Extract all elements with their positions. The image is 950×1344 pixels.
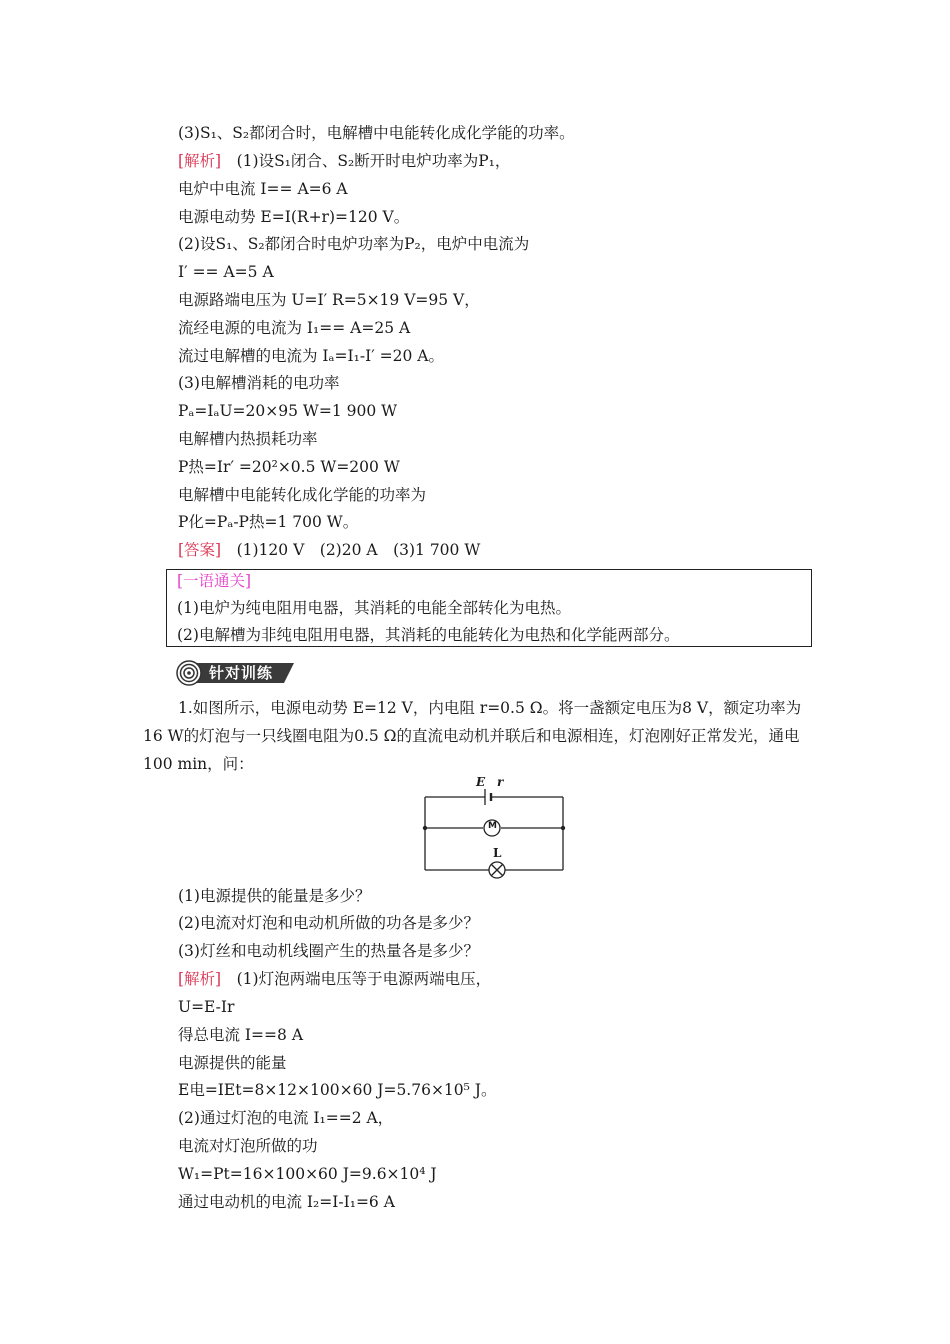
solution-line: (2)通过灯泡的电流 I₁==2 A， <box>178 1109 394 1127</box>
answer-text: (1)120 V (2)20 A (3)1 700 W <box>221 541 481 559</box>
summary-item: (1)电炉为纯电阻用电器，其消耗的电能全部转化为电热。 <box>177 599 571 617</box>
solution-line: P热=Ir′ =20²×0.5 W=200 W <box>178 458 400 476</box>
summary-box <box>166 569 812 647</box>
solution-line: 流过电解槽的电流为 Iₐ=I₁-I′ =20 A。 <box>178 347 444 365</box>
solution-line: 电流对灯泡所做的功 <box>178 1137 318 1155</box>
circuit-label-M: M <box>488 821 497 831</box>
solution-line: I′ == A=5 A <box>178 263 274 281</box>
circuit-label-r: r <box>497 775 504 789</box>
solution-line: Pₐ=IₐU=20×95 W=1 900 W <box>178 402 398 420</box>
solution-line: 电解槽内热损耗功率 <box>178 430 318 448</box>
solution-line: 得总电流 I==8 A <box>178 1026 304 1044</box>
solution-text: (1)设S₁闭合、S₂断开时电炉功率为P₁， <box>221 152 511 170</box>
circuit-label-E: E <box>476 775 486 789</box>
solution-line: (2)设S₁、S₂都闭合时电炉功率为P₂，电炉中电流为 <box>178 235 530 253</box>
sub-question-3: (3)灯丝和电动机线圈产生的热量各是多少？ <box>178 942 479 960</box>
analysis-tag: [解析] <box>178 152 222 170</box>
solution-text: (1)灯泡两端电压等于电源两端电压， <box>221 970 492 988</box>
section-banner <box>176 660 294 686</box>
solution-line: (3)电解槽消耗的电功率 <box>178 374 340 392</box>
sub-question-2: (2)电流对灯泡和电动机所做的功各是多少？ <box>178 914 479 932</box>
banner-title: 针对训练 <box>209 664 274 682</box>
answer-line <box>178 540 480 560</box>
solution-line: W₁=Pt=16×100×60 J=9.6×10⁴ J <box>178 1165 437 1183</box>
solution-line: U=E-Ir <box>178 998 235 1016</box>
solution-line: 电炉中电流 I== A=6 A <box>178 180 348 198</box>
summary-item: (2)电解槽为非纯电阻用电器，其消耗的电能转化为电热和化学能两部分。 <box>177 626 680 644</box>
analysis-tag: [解析] <box>178 970 222 988</box>
solution-line <box>178 151 510 171</box>
solution-line: P化=Pₐ-P热=1 700 W。 <box>178 513 359 531</box>
solution-line <box>178 969 491 989</box>
solution-line: 电解槽中电能转化成化学能的功率为 <box>178 486 427 504</box>
answer-tag: [答案] <box>178 541 222 559</box>
problem-stem: 1.如图所示，电源电动势 E=12 V，内电阻 r=0.5 Ω。将一盏额定电压为8 V，额定功率为16 W的灯泡与一只线圈电阻为0.5 Ω的直流电动机并联后和电源相连，灯泡刚好正常发光，通电100 min，问： <box>143 699 802 773</box>
solution-line: 通过电动机的电流 I₂=I-I₁=6 A <box>178 1193 395 1211</box>
circuit-label-L: L <box>493 846 502 860</box>
question-3: (3)S₁、S₂都闭合时，电解槽中电能转化成化学能的功率。 <box>178 124 575 142</box>
solution-line: 电源路端电压为 U=I′ R=5×19 V=95 V， <box>178 291 480 309</box>
solution-line: 电源提供的能量 <box>178 1054 287 1072</box>
solution-line: E电=IEt=8×12×100×60 J=5.76×10⁵ J。 <box>178 1081 497 1099</box>
circuit-diagram <box>418 776 570 882</box>
solution-line: 电源电动势 E=I(R+r)=120 V。 <box>178 208 410 226</box>
summary-title: [一语通关] <box>177 572 252 590</box>
sub-question-1: (1)电源提供的能量是多少？ <box>178 887 371 905</box>
solution-line: 流经电源的电流为 I₁== A=25 A <box>178 319 411 337</box>
